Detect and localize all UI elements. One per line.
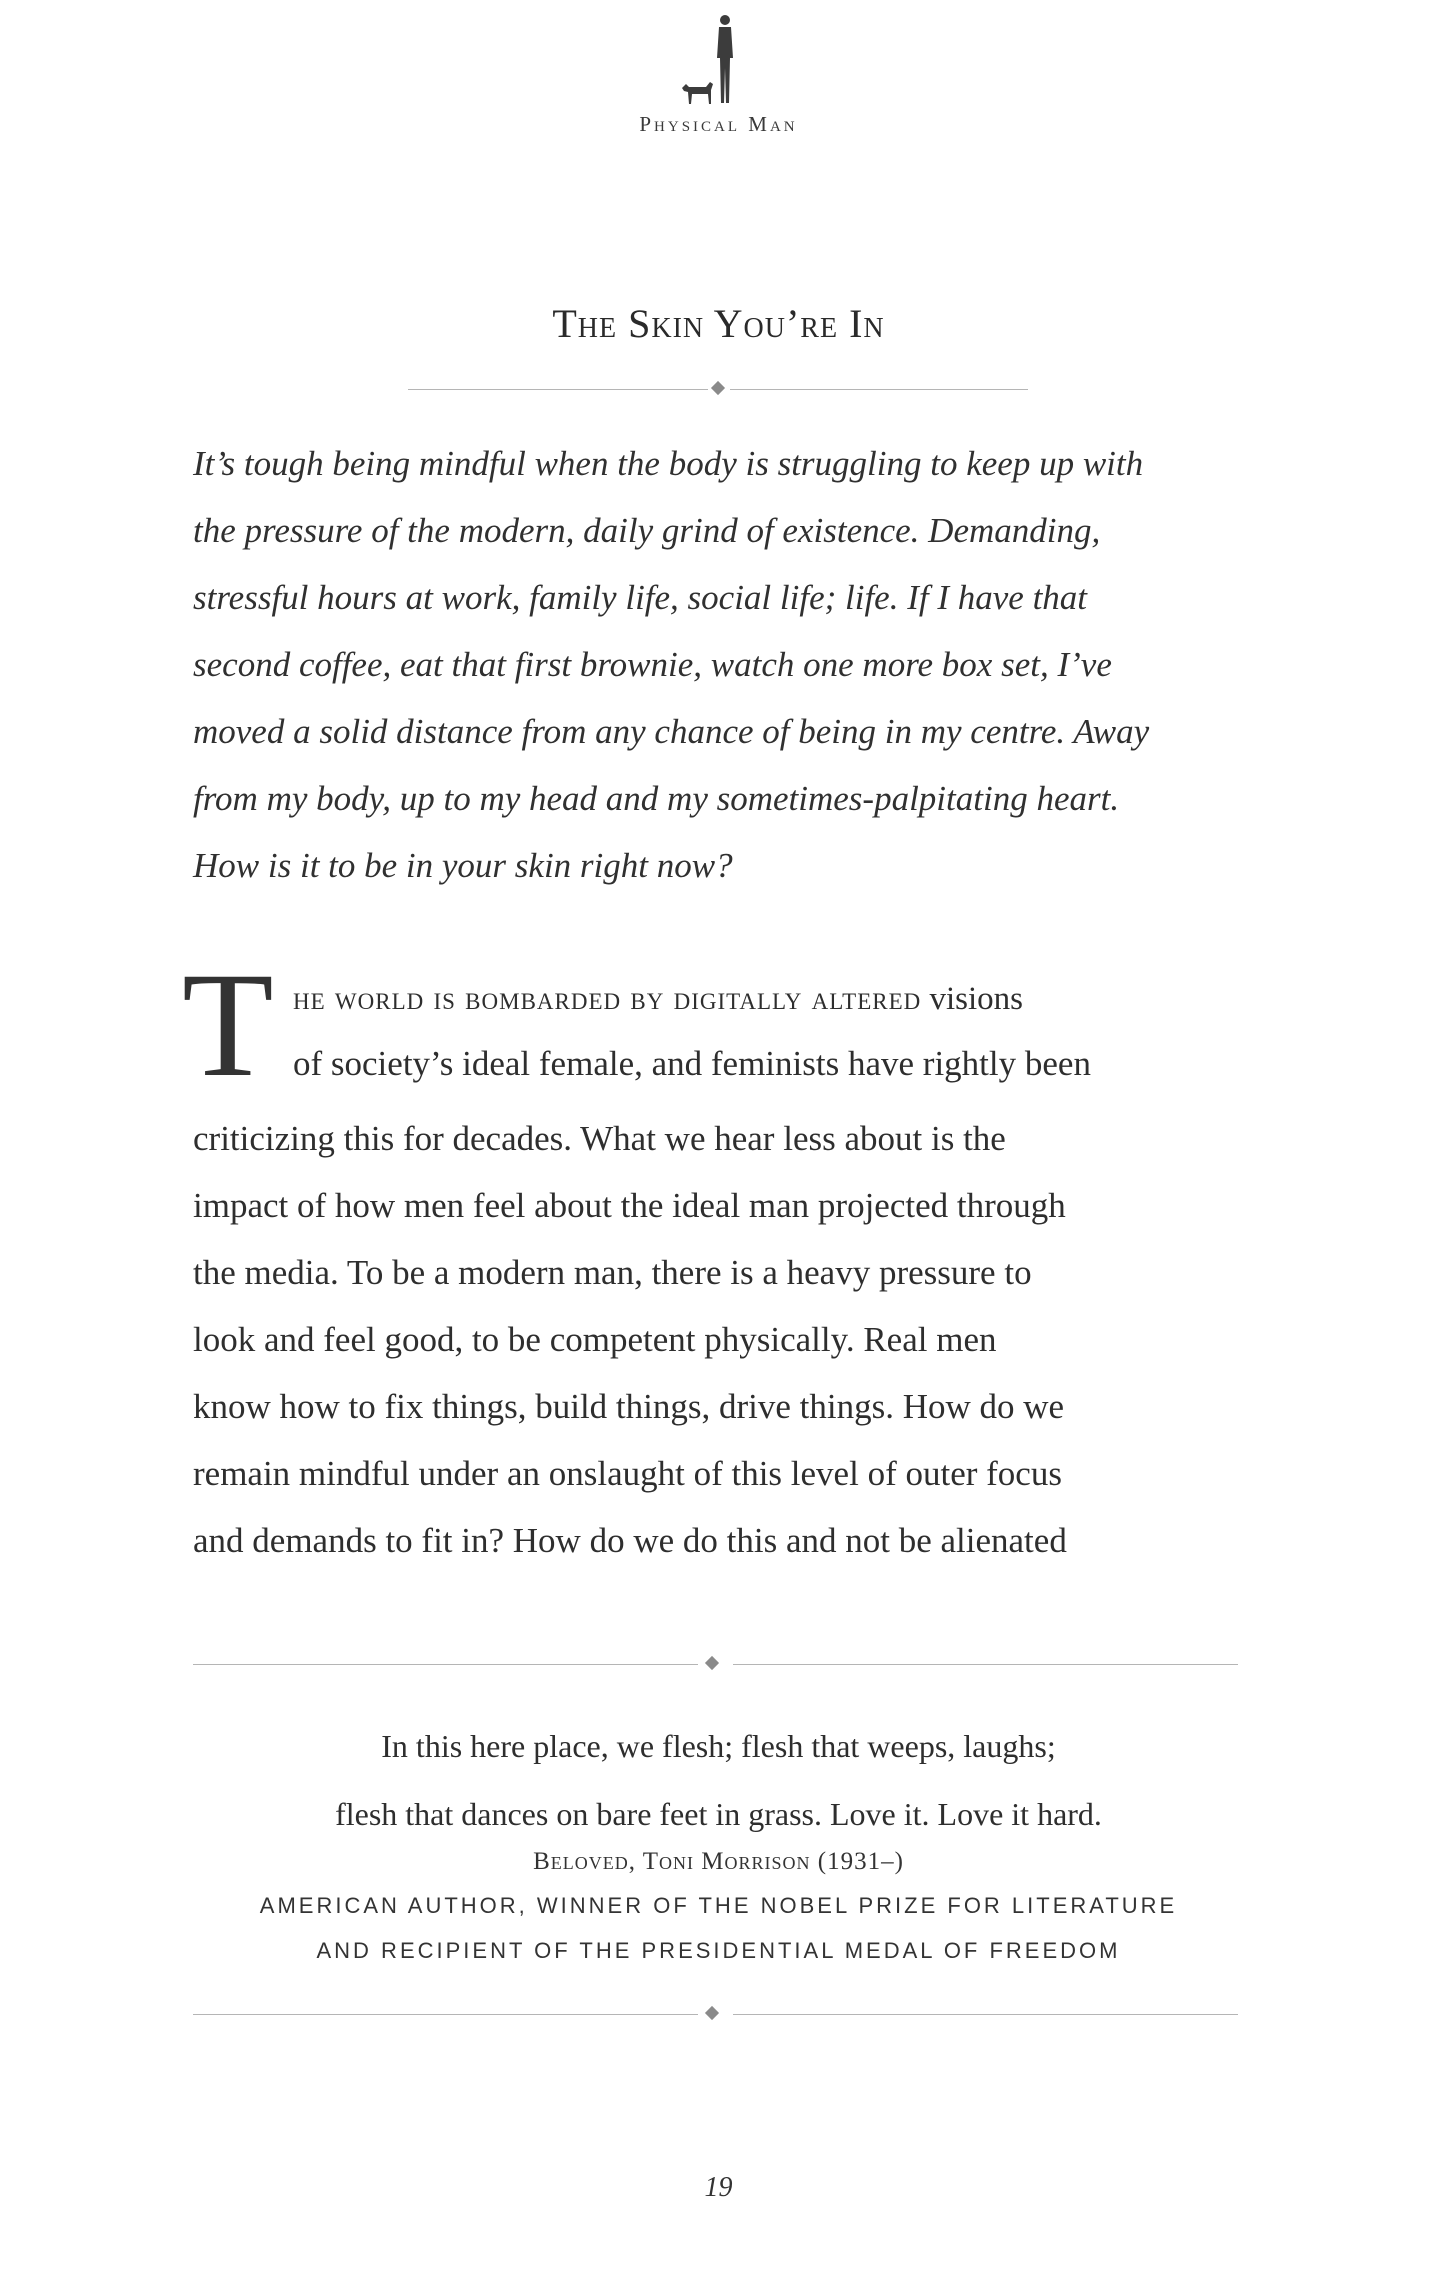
body-line: criticizing this for decades. What we hear less about is the: [193, 1119, 1006, 1158]
body-line: remain mindful under an onslaught of this level of outer focus: [193, 1454, 1062, 1493]
intro-line: second coffee, eat that first brownie, watch one more box set, I’ve: [193, 645, 1112, 684]
body-first-line-caps: he world is bombarded by digitally altered: [293, 981, 922, 1017]
body-paragraph: [193, 1105, 1238, 1574]
body-second-line: of society’s ideal female, and feminists have rightly been: [293, 1044, 1091, 1083]
man-and-dog-icon: [670, 8, 760, 108]
chapter-title: The Skin You’re In: [552, 301, 885, 346]
body-line: the media. To be a modern man, there is a heavy pressure to: [193, 1253, 1032, 1292]
body-line: look and feel good, to be competent physically. Real men: [193, 1320, 997, 1359]
title-divider: [408, 380, 1028, 400]
running-head: Physical Man: [639, 112, 798, 136]
body-first-line-rest: visions: [921, 981, 1024, 1017]
author-credential: AND RECIPIENT OF THE PRESIDENTIAL MEDAL OF FREEDOM: [316, 1938, 1121, 1963]
intro-line: How is it to be in your skin right now?: [193, 846, 733, 885]
intro-line: from my body, up to my head and my sometimes-palpitating heart.: [193, 779, 1120, 818]
drop-cap: T: [182, 942, 274, 1108]
quote-bottom-divider: [193, 2005, 1238, 2025]
quote-attribution: Beloved, Toni Morrison (1931–): [533, 1848, 904, 1875]
quote-line: In this here place, we flesh; flesh that weeps, laughs;: [381, 1728, 1056, 1764]
body-line: know how to fix things, build things, drive things. How do we: [193, 1387, 1065, 1426]
diamond-ornament-icon: [711, 381, 725, 395]
body-line: impact of how men feel about the ideal man projected through: [193, 1186, 1066, 1225]
diamond-ornament-icon: [705, 1656, 719, 1670]
intro-paragraph: [193, 430, 1238, 899]
intro-line: stressful hours at work, family life, social life; life. If I have that: [193, 578, 1088, 617]
quote-line: flesh that dances on bare feet in grass. Love it. Love it hard.: [335, 1796, 1102, 1832]
intro-line: It’s tough being mindful when the body is struggling to keep up with: [193, 444, 1144, 483]
intro-line: moved a solid distance from any chance of being in my centre. Away: [193, 712, 1150, 751]
quote-top-divider: [193, 1655, 1238, 1675]
intro-line: the pressure of the modern, daily grind of existence. Demanding,: [193, 511, 1101, 550]
body-line: and demands to fit in? How do we do this and not be alienated: [193, 1521, 1067, 1560]
diamond-ornament-icon: [705, 2006, 719, 2020]
page-number: 19: [704, 2172, 733, 2203]
epigraph-quote: [0, 1712, 1437, 1848]
body-first-line: [293, 975, 1238, 1023]
author-credential: AMERICAN AUTHOR, WINNER OF THE NOBEL PRIZE FOR LITERATURE: [259, 1893, 1178, 1918]
